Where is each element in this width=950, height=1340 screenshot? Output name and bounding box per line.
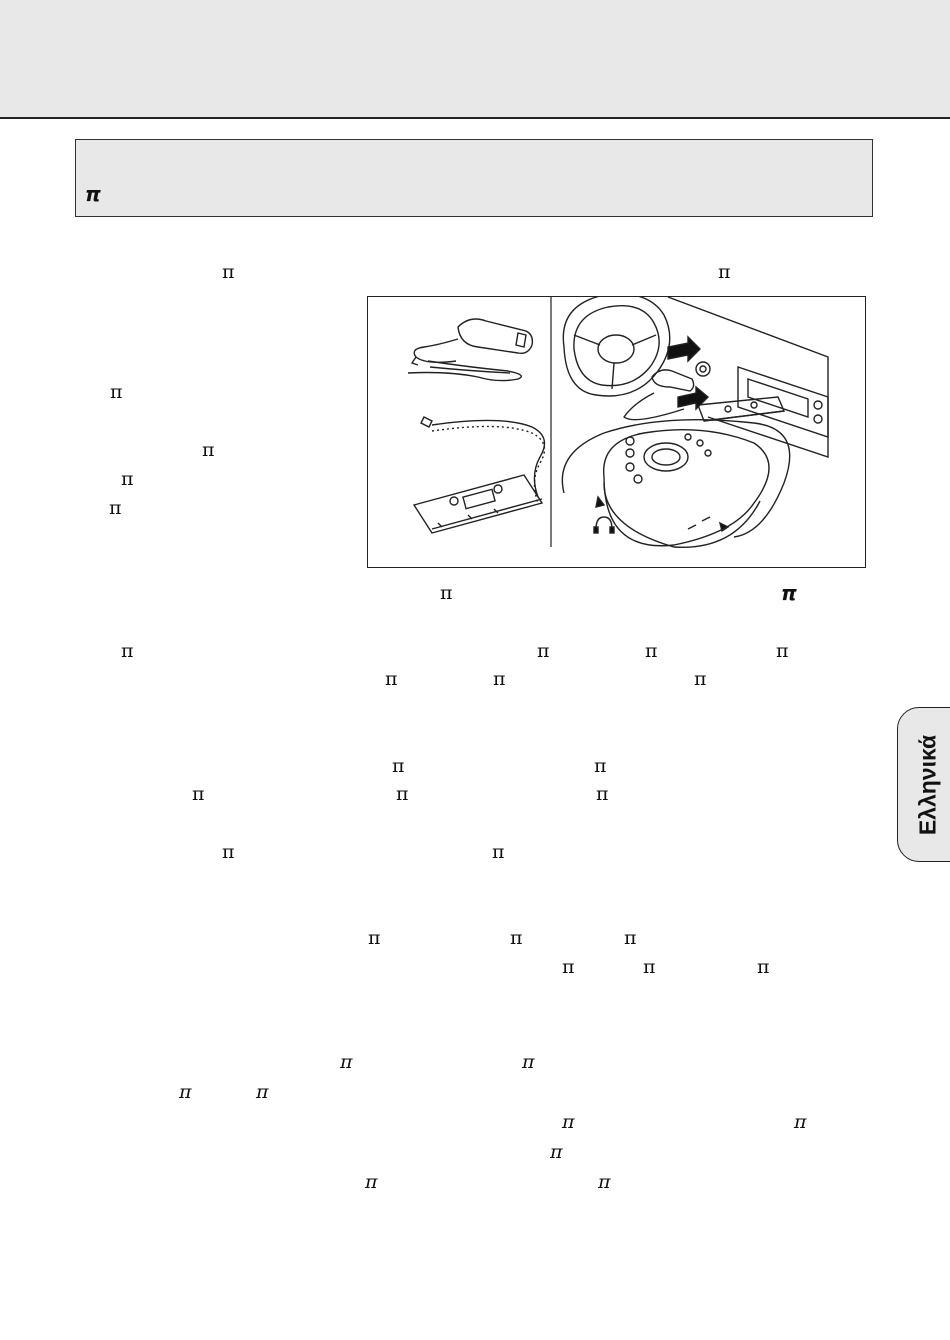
car-plug [624,370,694,420]
portable-cd-player [604,430,769,548]
glyph: π [121,640,134,662]
glyph: π [109,497,122,519]
headphone-jack-icon [594,517,614,533]
glyph: π [643,956,656,978]
glyph: π [493,668,506,690]
glyph: π [385,668,398,690]
glyph: π [694,668,707,690]
glyph: π [222,841,235,863]
page-header-band [0,0,950,119]
glyph: π [522,1051,535,1073]
glyph: π [598,1171,611,1193]
cassette-adapter [414,417,545,533]
glyph: π [757,956,770,978]
glyph: π [192,783,205,805]
glyph: π [645,640,658,662]
glyph: π [562,956,575,978]
glyph: π [537,640,550,662]
note-box [75,139,873,217]
glyph: π [396,783,409,805]
glyph: π [562,1111,575,1133]
glyph: π [594,755,607,777]
glyph: π [776,640,789,662]
language-tab-label: Ελληνικά [914,734,941,835]
car-charger-adapter [408,319,532,381]
glyph: π [368,927,381,949]
illustration-svg [368,297,865,567]
glyph: π [365,1171,378,1193]
glyph: π [202,439,215,461]
glyph: π [222,261,235,283]
glyph: π [624,927,637,949]
glyph: π [718,261,731,283]
glyph: π [121,468,134,490]
glyph: π [110,381,123,403]
glyph: π [794,1111,807,1133]
glyph: π [256,1081,269,1103]
note-symbol: π [85,182,101,206]
glyph: π [340,1051,353,1073]
glyph: π [440,582,453,604]
glyph: π [392,755,405,777]
car-adapter-illustration [367,296,866,568]
car-stereo [668,297,828,457]
glyph: π [510,927,523,949]
glyph: π [550,1141,563,1163]
glyph: π [492,841,505,863]
language-side-tab [897,707,950,862]
glyph: π [781,581,797,605]
glyph: π [179,1081,192,1103]
glyph: π [596,783,609,805]
